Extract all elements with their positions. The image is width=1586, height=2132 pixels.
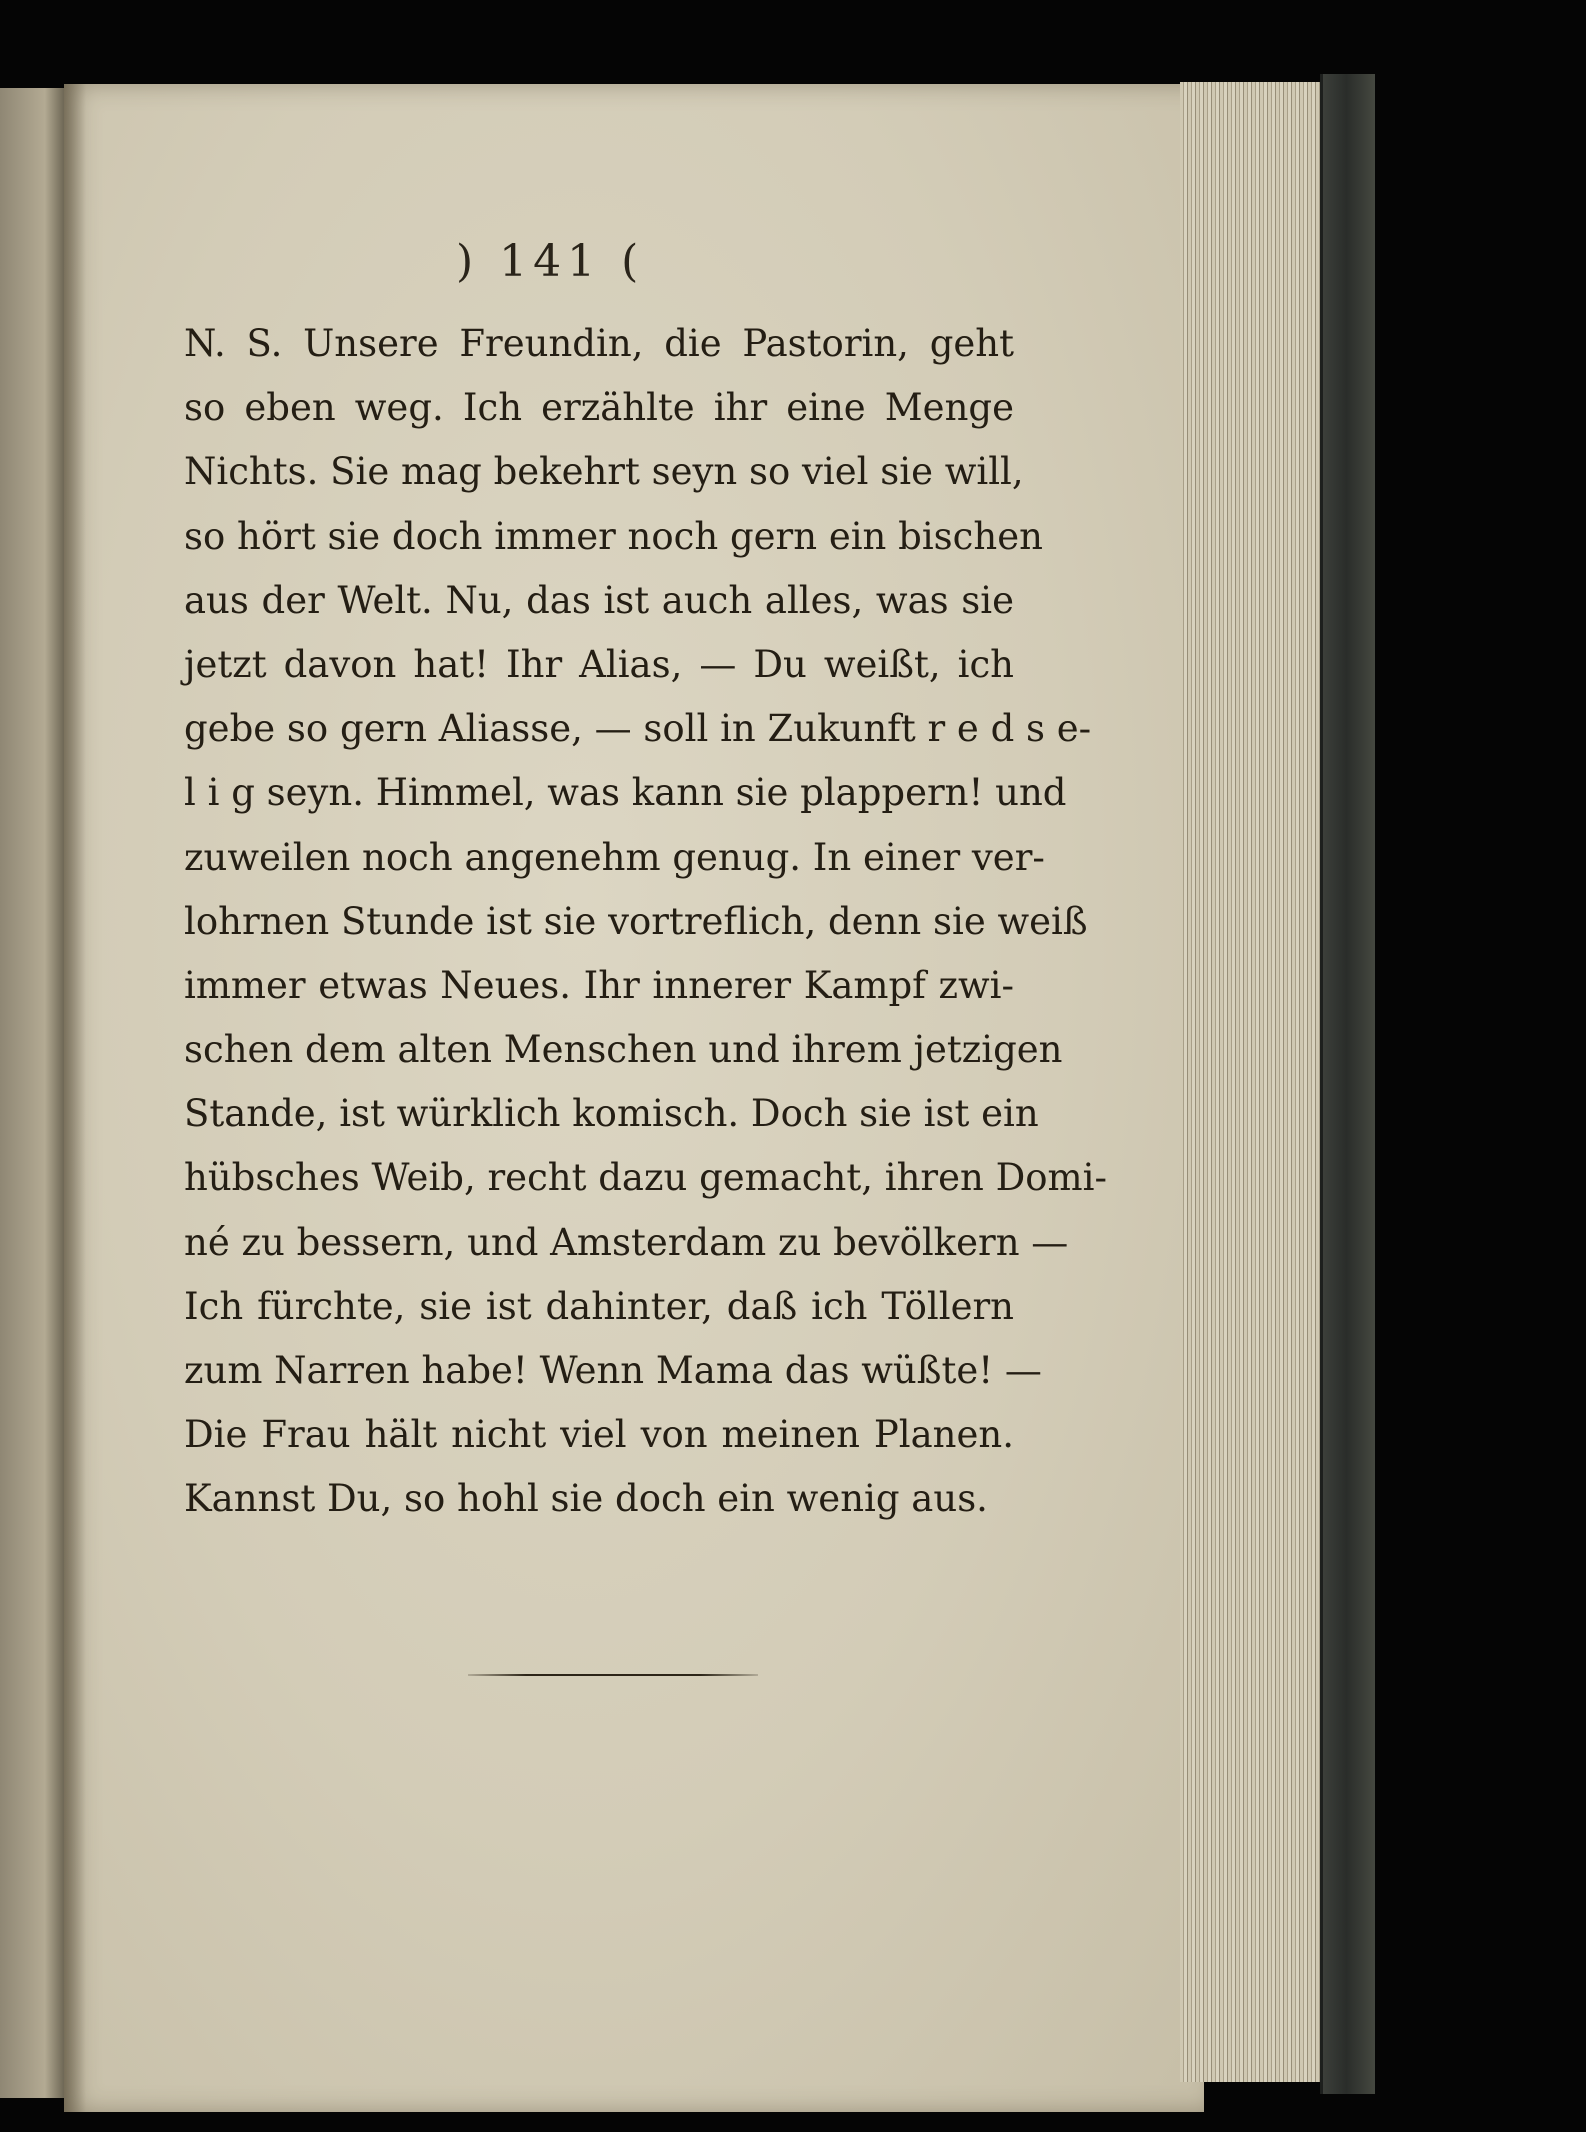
text-line: N. S. Unsere Freundin, die Pastorin, geht: [184, 322, 1014, 365]
text-line: schen dem alten Menschen und ihrem jetzigen: [184, 1028, 1063, 1072]
body-text: [184, 312, 1107, 1532]
section-end-rule: [468, 1674, 758, 1676]
text-line: aus der Welt. Nu, das ist auch alles, was sie: [184, 578, 1014, 622]
text-line: Stande, ist würklich komisch. Doch sie ist ein: [184, 1092, 1039, 1136]
page-block-edges: [1180, 82, 1320, 2082]
text-line: Kannst Du, so hohl sie doch ein wenig aus.: [184, 1477, 988, 1521]
text-line: jetzt davon hat! Ihr Alias, — Du weißt, ich: [184, 642, 1014, 686]
text-line: immer etwas Neues. Ihr innerer Kampf zwi-: [184, 963, 1014, 1007]
facing-page-edge: [0, 88, 64, 2098]
text-line: l i g seyn. Himmel, was kann sie plappern! und: [184, 771, 1067, 815]
text-line: Ich fürchte, sie ist dahinter, daß ich Töllern: [184, 1284, 1014, 1328]
text-line: so eben weg. Ich erzählte ihr eine Menge: [184, 386, 1014, 430]
text-line: lohrnen Stunde ist sie vortreflich, denn sie weiß: [184, 899, 1088, 943]
text-line: hübsches Weib, recht dazu gemacht, ihren Domi-: [184, 1156, 1107, 1200]
page-gutter-shadow: [64, 84, 86, 2112]
text-line: Die Frau hält nicht viel von meinen Planen.: [184, 1413, 1014, 1457]
text-line: zum Narren habe! Wenn Mama das wüßte! —: [184, 1349, 1042, 1392]
page-number-header: ) 141 (: [456, 236, 645, 287]
text-line: Nichts. Sie mag bekehrt seyn so viel sie will,: [184, 450, 1024, 494]
book-cover-board: [1320, 74, 1375, 2094]
text-line: so hört sie doch immer noch gern ein bischen: [184, 514, 1043, 558]
text-line: né zu bessern, und Amsterdam zu bevölkern —: [184, 1220, 1069, 1264]
text-line: gebe so gern Aliasse, — soll in Zukunft r e d s e-: [184, 707, 1092, 751]
text-line: zuweilen noch angenehm genug. In einer ver-: [184, 835, 1045, 879]
